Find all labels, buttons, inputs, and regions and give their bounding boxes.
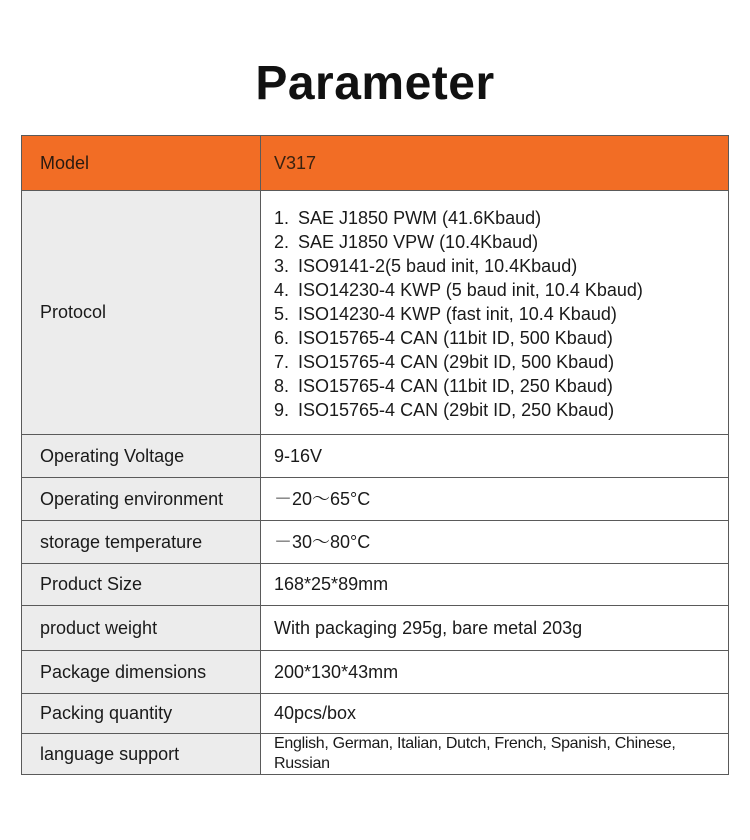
row-value: 40pcs/box bbox=[261, 694, 729, 734]
row-label: Model bbox=[22, 136, 261, 191]
table-row bbox=[22, 478, 729, 521]
list-number: 1. bbox=[274, 207, 290, 228]
row-value: －30～80°C bbox=[261, 521, 729, 564]
row-label: language support bbox=[22, 734, 261, 775]
row-label: product weight bbox=[22, 606, 261, 651]
list-item bbox=[274, 326, 728, 350]
table-row bbox=[22, 734, 729, 775]
row-value: With packaging 295g, bare metal 203g bbox=[261, 606, 729, 651]
row-label: Operating Voltage bbox=[22, 435, 261, 478]
list-text: ISO15765-4 CAN (11bit ID, 250 Kbaud) bbox=[298, 375, 613, 396]
list-item bbox=[274, 374, 728, 398]
list-number: 9. bbox=[274, 399, 290, 420]
row-label: Packing quantity bbox=[22, 694, 261, 734]
list-number: 3. bbox=[274, 255, 290, 276]
list-number: 4. bbox=[274, 279, 290, 300]
row-label: Protocol bbox=[22, 191, 261, 435]
protocol-list-cell bbox=[261, 191, 729, 435]
row-label: Operating environment bbox=[22, 478, 261, 521]
list-text: ISO9141-2(5 baud init, 10.4Kbaud) bbox=[298, 255, 578, 276]
list-text: ISO14230-4 KWP (fast init, 10.4 Kbaud) bbox=[298, 303, 617, 324]
row-value: －20～65°C bbox=[261, 478, 729, 521]
list-item bbox=[274, 206, 728, 230]
list-text: ISO15765-4 CAN (29bit ID, 500 Kbaud) bbox=[298, 351, 615, 372]
table-row bbox=[22, 435, 729, 478]
list-number: 7. bbox=[274, 351, 290, 372]
list-number: 8. bbox=[274, 375, 290, 396]
list-text: ISO15765-4 CAN (11bit ID, 500 Kbaud) bbox=[298, 327, 613, 348]
list-item bbox=[274, 278, 728, 302]
list-item bbox=[274, 398, 728, 422]
row-label: Package dimensions bbox=[22, 651, 261, 694]
row-value: 168*25*89mm bbox=[261, 564, 729, 606]
list-number: 6. bbox=[274, 327, 290, 348]
table-row bbox=[22, 694, 729, 734]
row-label: storage temperature bbox=[22, 521, 261, 564]
list-item bbox=[274, 254, 728, 278]
table-row bbox=[22, 651, 729, 694]
row-label: Product Size bbox=[22, 564, 261, 606]
row-value: V317 bbox=[261, 136, 729, 191]
parameter-table bbox=[21, 135, 729, 775]
list-item bbox=[274, 350, 728, 374]
list-text: SAE J1850 PWM (41.6Kbaud) bbox=[298, 207, 542, 228]
row-value: English, German, Italian, Dutch, French, Spanish, Chinese, Russian bbox=[261, 734, 729, 775]
table-row bbox=[22, 606, 729, 651]
row-value: 200*130*43mm bbox=[261, 651, 729, 694]
list-number: 5. bbox=[274, 303, 290, 324]
list-item bbox=[274, 302, 728, 326]
table-row-protocol bbox=[22, 191, 729, 435]
page-title: Parameter bbox=[255, 57, 495, 110]
list-text: ISO14230-4 KWP (5 baud init, 10.4 Kbaud) bbox=[298, 279, 643, 300]
protocol-list bbox=[274, 192, 728, 434]
table-row bbox=[22, 564, 729, 606]
list-item bbox=[274, 230, 728, 254]
list-text: ISO15765-4 CAN (29bit ID, 250 Kbaud) bbox=[298, 399, 615, 420]
list-text: SAE J1850 VPW (10.4Kbaud) bbox=[298, 231, 539, 252]
list-number: 2. bbox=[274, 231, 290, 252]
table-row-model bbox=[22, 136, 729, 191]
table-row bbox=[22, 521, 729, 564]
row-value: 9-16V bbox=[261, 435, 729, 478]
